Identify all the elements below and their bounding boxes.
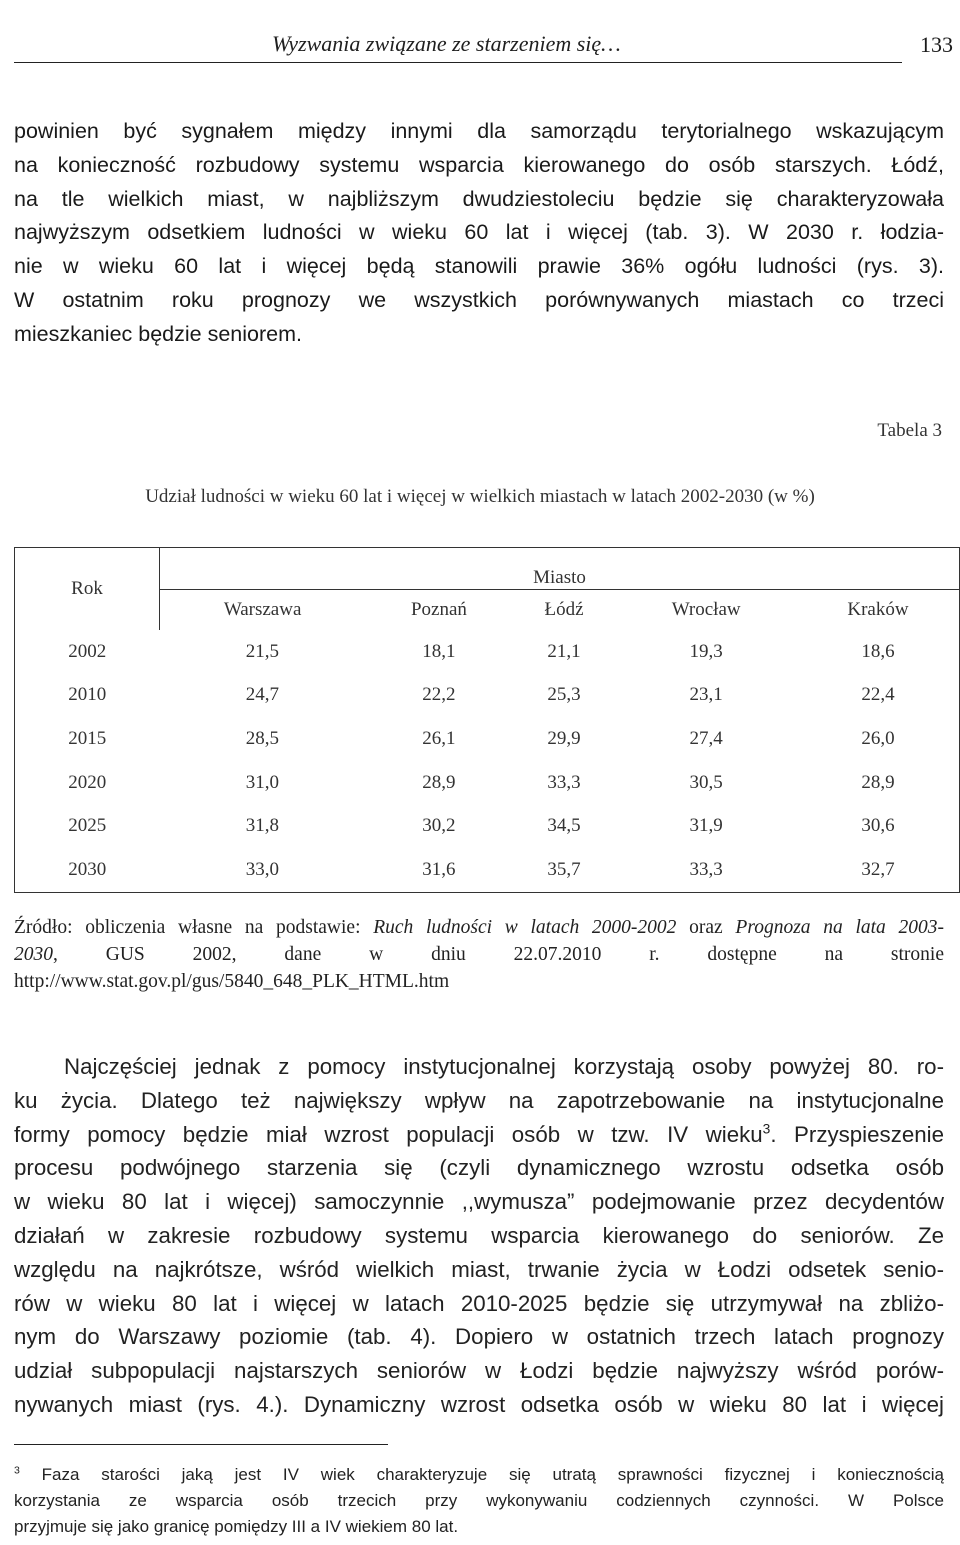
paragraph-line: W ostatnim roku prognozy we wszystkich porównywanych miastach co trzeci <box>14 287 944 312</box>
table-cell: 30,6 <box>861 815 895 837</box>
paragraph-line: działań w zakresie rozbudowy systemu wsparcia kierowanego do seniorów. Ze <box>14 1222 944 1248</box>
table-cell: 35,7 <box>547 858 581 880</box>
table-cell: 30,5 <box>689 771 723 793</box>
table-cell: 28,5 <box>245 727 279 749</box>
paragraph-line: udział subpopulacji najstarszych seniorów w Łodzi będzie najwyższy wśród porów- <box>14 1358 944 1384</box>
table-cell: 28,9 <box>861 771 895 793</box>
table-cell: 31,0 <box>245 771 279 793</box>
footnote-marker: 3 <box>14 1464 20 1477</box>
source-line <box>14 941 944 968</box>
source-title-2a: Prognoza na lata 2003- <box>735 917 944 938</box>
footnote-reference: 3 <box>762 1120 771 1137</box>
source-line <box>14 914 944 941</box>
table-cell: 18,6 <box>861 640 895 662</box>
population-table <box>14 547 960 893</box>
source-line2-rest: , GUS 2002, dane w dniu 22.07.2010 r. dostępne na stronie <box>53 944 944 965</box>
table-cell: 21,1 <box>547 640 581 662</box>
table-cell: 25,3 <box>547 684 581 706</box>
source-url: http://www.stat.gov.pl/gus/5840_648_PLK_HTML.htm <box>14 971 450 992</box>
paragraph-1 <box>14 115 944 352</box>
cell-year: 2025 <box>68 815 107 837</box>
table-cell: 32,7 <box>861 858 895 880</box>
footnote-text: Faza starości jaką jest IV wiek charakteryzuje się utratą sprawności fizycznej i koniecznością <box>19 1465 944 1484</box>
table-cell: 23,1 <box>689 684 723 706</box>
table-cell: 26,1 <box>422 727 456 749</box>
table-row <box>15 761 960 805</box>
source-title-2b: 2030 <box>14 944 53 965</box>
table-cell: 21,5 <box>245 640 279 662</box>
table-cell: 30,2 <box>422 815 456 837</box>
table-row <box>15 717 960 761</box>
paragraph-line: procesu podwójnego starzenia się (czyli dynamicznego wzrostu odsetka osób <box>14 1155 944 1181</box>
table-cell: 33,3 <box>689 858 723 880</box>
table-cell: 22,2 <box>422 684 456 706</box>
paragraph-line: w wieku 80 lat i więcej) samoczynnie ,,wymusza” podejmowanie przez decydentów <box>14 1189 944 1215</box>
table-row <box>15 804 960 848</box>
table-cell: 24,7 <box>245 684 279 706</box>
page-number: 133 <box>920 32 953 57</box>
table-cell: 19,3 <box>689 640 723 662</box>
table-cell: 31,6 <box>422 858 456 880</box>
table-cell: 31,9 <box>689 815 723 837</box>
column-header-city: Poznań <box>410 599 467 620</box>
footnote-separator <box>14 1444 388 1445</box>
column-header-city: Wrocław <box>671 599 741 620</box>
table-row <box>15 630 960 674</box>
running-header <box>14 28 953 63</box>
paragraph-line: na konieczność rozbudowy systemu wsparcia kierowanego do osób starszych. Łódź, <box>14 152 944 177</box>
cell-year: 2002 <box>68 640 107 662</box>
table-header-row <box>15 548 960 590</box>
paragraph-line: względu na najkrótsze, wśród wielkich miast, trwanie życia w Łodzi odsetek senio- <box>14 1256 944 1282</box>
column-header-city: Łódź <box>544 599 584 620</box>
paragraph-2 <box>14 1050 944 1422</box>
paragraph-line: ku życia. Dlatego też największy wpływ na zapotrzebowanie na instytucjonalne <box>14 1087 944 1113</box>
table-cell: 18,1 <box>422 640 456 662</box>
paragraph-text: formy pomocy będzie miał wzrost populacji osób w tzw. IV wieku <box>14 1121 763 1147</box>
cell-year: 2010 <box>68 684 107 706</box>
table-row <box>15 848 960 892</box>
paragraph-text: . Przyspieszenie <box>770 1121 944 1147</box>
column-header-city: Warszawa <box>223 599 302 620</box>
table-cell: 31,8 <box>245 815 279 837</box>
cell-year: 2015 <box>68 727 107 749</box>
source-title-1: Ruch ludności w latach 2000-2002 <box>373 917 677 938</box>
table-cell: 33,3 <box>547 771 581 793</box>
paragraph-line: powinien być sygnałem między innymi dla samorządu terytorialnego wskazującym <box>14 119 944 143</box>
source-note <box>14 914 944 995</box>
source-prefix: Źródło: obliczenia własne na podstawie: <box>14 917 374 938</box>
footnote <box>14 1462 944 1540</box>
paragraph-line: Najczęściej jednak z pomocy instytucjonalnej korzystają osoby powyżej 80. ro- <box>64 1054 944 1079</box>
cell-year: 2020 <box>68 771 107 793</box>
paragraph-line <box>14 1118 944 1152</box>
paragraph-line: nywanych miast (rys. 4.). Dynamiczny wzrost odsetka osób w wieku 80 lat i więcej <box>14 1391 944 1417</box>
table-caption: Udział ludności w wieku 60 lat i więcej w wielkich miastach w latach 2002-2030 (w %) <box>145 486 815 507</box>
table-label: Tabela 3 <box>877 420 942 441</box>
table-cell: 27,4 <box>689 727 723 749</box>
table-cell: 29,9 <box>547 727 581 749</box>
table-cell: 28,9 <box>422 771 456 793</box>
cell-year: 2030 <box>68 858 107 880</box>
paragraph-line: najwyższym odsetkiem ludności w wieku 60 lat i więcej (tab. 3). W 2030 r. łodzia- <box>14 220 944 245</box>
running-title: Wyzwania związane ze starzeniem się… <box>272 31 621 56</box>
table-cell: 34,5 <box>547 815 581 837</box>
column-header-year: Rok <box>15 548 160 631</box>
column-header-city: Kraków <box>847 599 909 620</box>
paragraph-line: nie w wieku 60 lat i więcej będą stanowili prawie 36% ogółu ludności (rys. 3). <box>14 254 944 279</box>
footnote-line: korzystania ze wsparcia osób trzecich przy wykonywaniu codziennych czynności. W Polsce <box>14 1491 944 1510</box>
paragraph-line: na tle wielkich miast, w najbliższym dwudziestoleciu będzie się charakteryzowała <box>14 186 944 211</box>
column-group-header-city: Miasto <box>160 548 960 590</box>
table-row <box>15 674 960 718</box>
paragraph-line: nym do Warszawy poziomie (tab. 4). Dopiero w ostatnich trzech latach prognozy <box>14 1324 944 1350</box>
footnote-line: przyjmuje się jako granicę pomiędzy III a IV wiekiem 80 lat. <box>14 1517 459 1536</box>
table-cell: 22,4 <box>861 684 895 706</box>
paragraph-line: rów w wieku 80 lat i więcej w latach 2010-2025 będzie się utrzymywał na zbliżo- <box>14 1290 944 1316</box>
table-cell: 26,0 <box>861 727 895 749</box>
footnote-line <box>14 1462 944 1488</box>
source-mid: oraz <box>676 917 736 938</box>
paragraph-line: mieszkaniec będzie seniorem. <box>14 321 302 346</box>
table-cell: 33,0 <box>245 858 279 880</box>
